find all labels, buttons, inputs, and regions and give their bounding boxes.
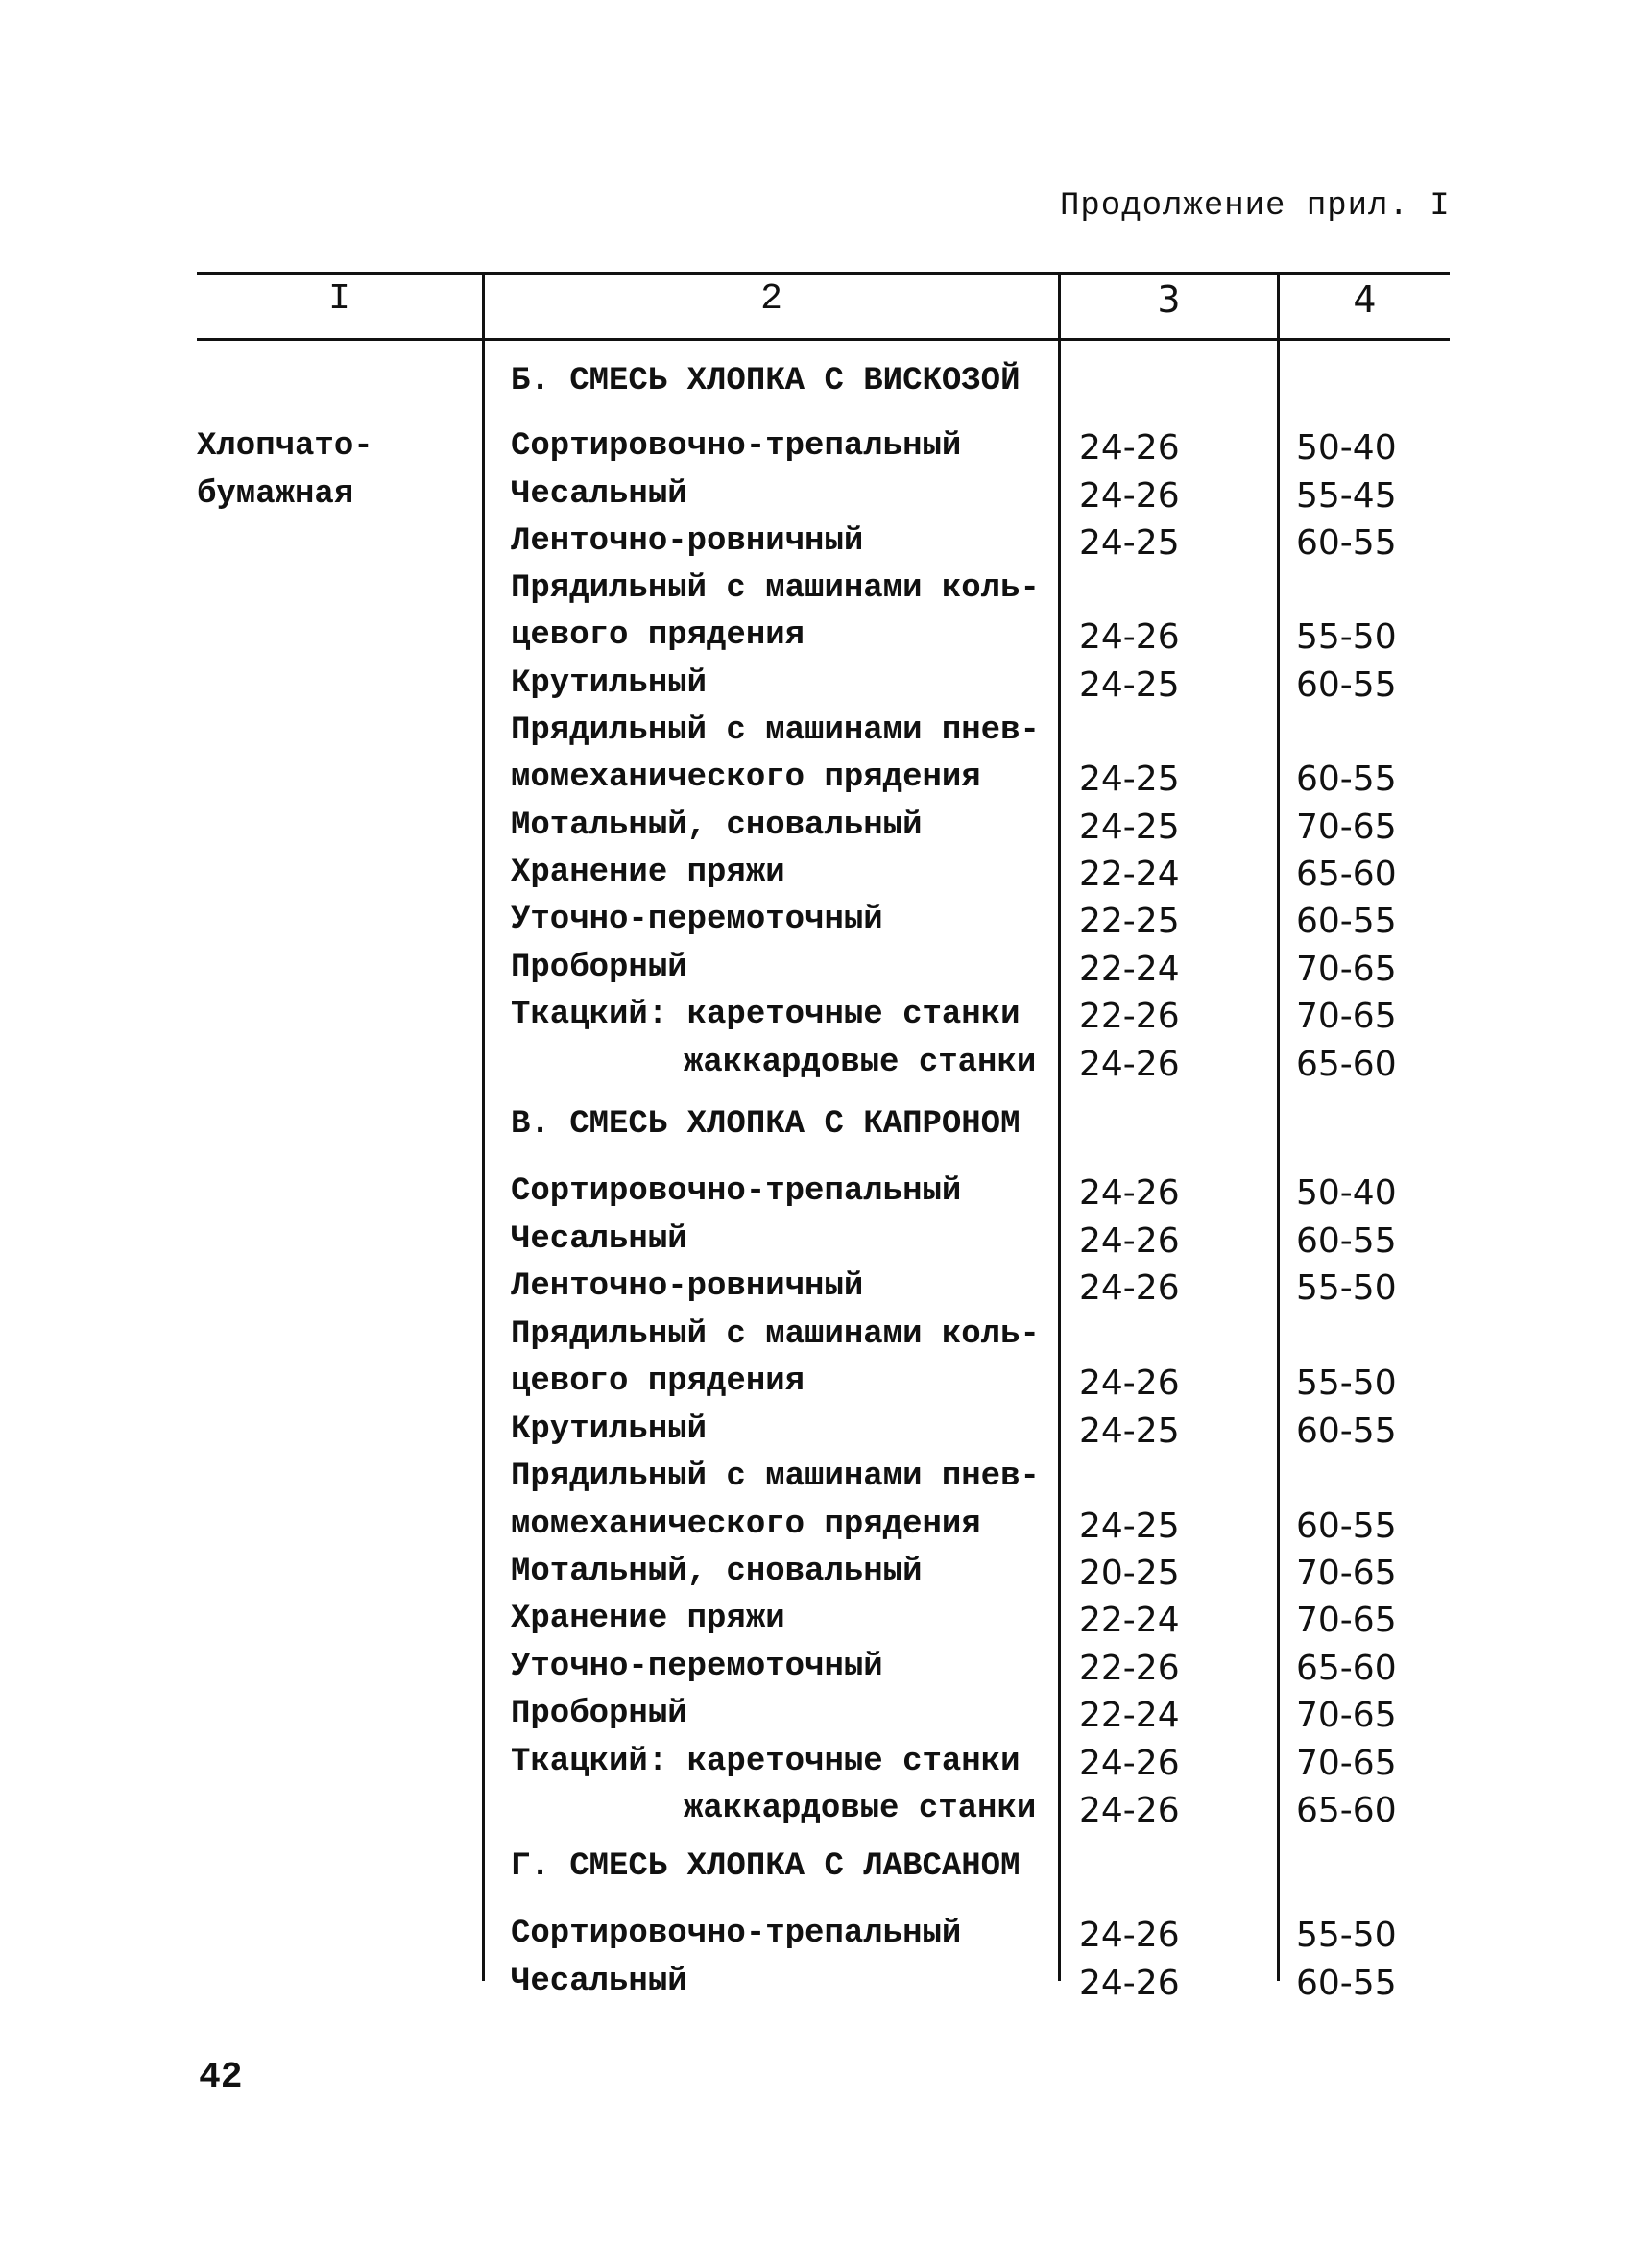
process-name: Сортировочно-трепальный: [511, 1173, 962, 1210]
process-name: Мотальный, сновальный: [511, 808, 923, 844]
temperature-value: 24-25: [1079, 1411, 1180, 1451]
process-name: Чесальный: [511, 476, 687, 513]
process-name: жаккардовые станки: [684, 1791, 1037, 1827]
process-name: Крутильный: [511, 665, 708, 702]
process-name: Ткацкий: кареточные станки: [511, 997, 1021, 1033]
humidity-value: 55-50: [1296, 617, 1397, 657]
table-header-rule: [197, 338, 1450, 341]
process-name: момеханического прядения: [511, 760, 981, 796]
temperature-value: 22-24: [1079, 950, 1180, 989]
humidity-value: 70-65: [1296, 1696, 1397, 1735]
temperature-value: 24-25: [1079, 808, 1180, 847]
section-heading: Г. СМЕСЬ ХЛОПКА С ЛАВСАНОМ: [511, 1848, 1021, 1885]
column-header-3: 3: [1157, 278, 1181, 321]
process-name: Прядильный с машинами коль-: [511, 1316, 1040, 1353]
column-divider-3: [1277, 272, 1280, 1981]
temperature-value: 24-26: [1079, 617, 1180, 657]
humidity-value: 70-65: [1296, 997, 1397, 1036]
column-header-4: 4: [1353, 278, 1377, 321]
humidity-value: 55-50: [1296, 1363, 1397, 1403]
section-heading: Б. СМЕСЬ ХЛОПКА С ВИСКОЗОЙ: [511, 363, 1021, 399]
process-name: Чесальный: [511, 1964, 687, 2000]
temperature-value: 24-26: [1079, 1916, 1180, 1955]
process-name: момеханического прядения: [511, 1507, 981, 1543]
humidity-value: 60-55: [1296, 1221, 1397, 1261]
temperature-value: 24-26: [1079, 1363, 1180, 1403]
humidity-value: 60-55: [1296, 760, 1397, 799]
temperature-value: 24-26: [1079, 1791, 1180, 1830]
humidity-value: 70-65: [1296, 1554, 1397, 1593]
temperature-value: 24-26: [1079, 1173, 1180, 1213]
process-name: Ленточно-ровничный: [511, 523, 864, 560]
humidity-value: 60-55: [1296, 523, 1397, 563]
humidity-value: 50-40: [1296, 428, 1397, 468]
humidity-value: 60-55: [1296, 665, 1397, 705]
temperature-value: 22-25: [1079, 902, 1180, 941]
process-name: цевого прядения: [511, 1363, 805, 1400]
process-name: Сортировочно-трепальный: [511, 428, 962, 465]
humidity-value: 70-65: [1296, 1744, 1397, 1783]
process-name: Прядильный с машинами коль-: [511, 570, 1040, 607]
column-header-2: 2: [760, 278, 782, 320]
temperature-value: 22-26: [1079, 1649, 1180, 1688]
column-divider-1: [482, 272, 485, 1981]
process-name: Ленточно-ровничный: [511, 1268, 864, 1305]
temperature-value: 24-26: [1079, 476, 1180, 516]
humidity-value: 55-45: [1296, 476, 1397, 516]
temperature-value: 24-25: [1079, 523, 1180, 563]
humidity-value: 60-55: [1296, 902, 1397, 941]
column-header-1: I: [328, 278, 350, 320]
group-label-line-1: Хлопчато-: [197, 428, 373, 465]
temperature-value: 24-25: [1079, 1507, 1180, 1546]
humidity-value: 60-55: [1296, 1507, 1397, 1546]
process-name: Уточно-перемоточный: [511, 902, 883, 938]
humidity-value: 65-60: [1296, 1791, 1397, 1830]
temperature-value: 24-25: [1079, 665, 1180, 705]
process-name: Крутильный: [511, 1411, 708, 1448]
temperature-value: 24-26: [1079, 428, 1180, 468]
temperature-value: 22-26: [1079, 997, 1180, 1036]
section-heading: В. СМЕСЬ ХЛОПКА С КАПРОНОМ: [511, 1106, 1021, 1143]
process-name: Хранение пряжи: [511, 855, 785, 891]
temperature-value: 24-26: [1079, 1221, 1180, 1261]
temperature-value: 22-24: [1079, 1696, 1180, 1735]
process-name: Проборный: [511, 1696, 687, 1732]
process-name: жаккардовые станки: [684, 1045, 1037, 1081]
temperature-value: 22-24: [1079, 1601, 1180, 1640]
temperature-value: 24-25: [1079, 760, 1180, 799]
temperature-value: 24-26: [1079, 1744, 1180, 1783]
humidity-value: 55-50: [1296, 1916, 1397, 1955]
humidity-value: 70-65: [1296, 808, 1397, 847]
humidity-value: 60-55: [1296, 1964, 1397, 2003]
temperature-value: 24-26: [1079, 1045, 1180, 1084]
process-name: Мотальный, сновальный: [511, 1554, 923, 1590]
temperature-value: 24-26: [1079, 1268, 1180, 1308]
temperature-value: 24-26: [1079, 1964, 1180, 2003]
humidity-value: 50-40: [1296, 1173, 1397, 1213]
process-name: Уточно-перемоточный: [511, 1649, 883, 1685]
humidity-value: 65-60: [1296, 1045, 1397, 1084]
group-label-line-2: бумажная: [197, 476, 354, 513]
process-name: цевого прядения: [511, 617, 805, 654]
continuation-title: Продолжение прил. I: [1060, 188, 1451, 225]
column-divider-2: [1058, 272, 1061, 1981]
humidity-value: 65-60: [1296, 855, 1397, 894]
process-name: Прядильный с машинами пнев-: [511, 712, 1040, 749]
table-top-rule: [197, 272, 1450, 275]
process-name: Чесальный: [511, 1221, 687, 1258]
process-name: Ткацкий: кареточные станки: [511, 1744, 1021, 1780]
humidity-value: 65-60: [1296, 1649, 1397, 1688]
page-number: 42: [199, 2057, 243, 2098]
process-name: Хранение пряжи: [511, 1601, 785, 1637]
humidity-value: 70-65: [1296, 1601, 1397, 1640]
humidity-value: 70-65: [1296, 950, 1397, 989]
process-name: Сортировочно-трепальный: [511, 1916, 962, 1952]
temperature-value: 20-25: [1079, 1554, 1180, 1593]
process-name: Прядильный с машинами пнев-: [511, 1459, 1040, 1495]
process-name: Проборный: [511, 950, 687, 986]
humidity-value: 60-55: [1296, 1411, 1397, 1451]
humidity-value: 55-50: [1296, 1268, 1397, 1308]
temperature-value: 22-24: [1079, 855, 1180, 894]
